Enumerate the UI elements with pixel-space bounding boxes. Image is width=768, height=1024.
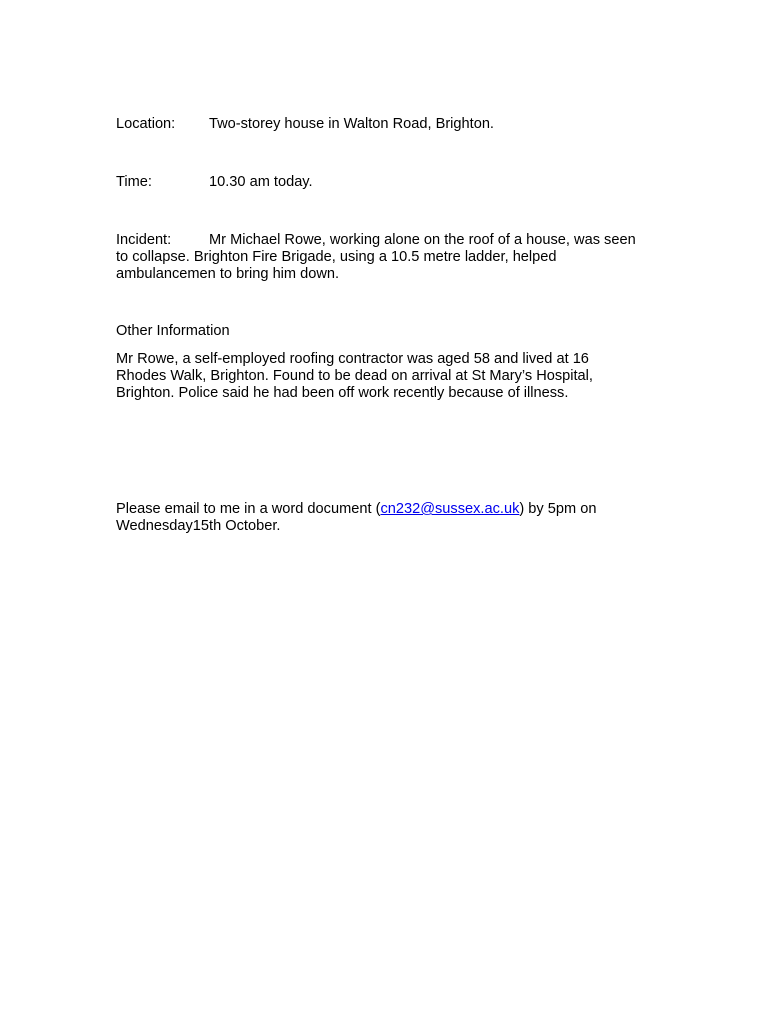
other-information-heading: Other Information: [116, 323, 230, 339]
incident-value: Mr Michael Rowe, working alone on the roof of a house, was seen to collapse. Brighton Fire Brigade, using a 10.5 metre ladder, helped ambulancemen to bring him down.: [116, 232, 636, 282]
time-field: [116, 174, 636, 191]
incident-label: Incident:: [116, 232, 172, 248]
incident-field: [116, 232, 636, 283]
time-value: 10.30 am today.: [209, 174, 313, 190]
email-instructions: [116, 501, 636, 535]
location-value: Two-storey house in Walton Road, Brighton.: [209, 116, 494, 132]
other-information-body: Mr Rowe, a self-employed roofing contractor was aged 58 and lived at 16 Rhodes Walk, Brighton. Found to be dead on arrival at St Mary’s Hospital, Brighton. Police said he had been off work recently because of illness.: [116, 351, 593, 401]
email-link[interactable]: cn232@sussex.ac.uk: [380, 501, 520, 517]
location-field: [116, 116, 636, 133]
location-label: Location:: [116, 116, 176, 132]
time-label: Time:: [116, 174, 152, 190]
email-instructions-before: Please email to me in a word document (: [116, 501, 381, 517]
email-instructions-after: ) by 5pm on Wednesday15th October.: [116, 501, 597, 534]
